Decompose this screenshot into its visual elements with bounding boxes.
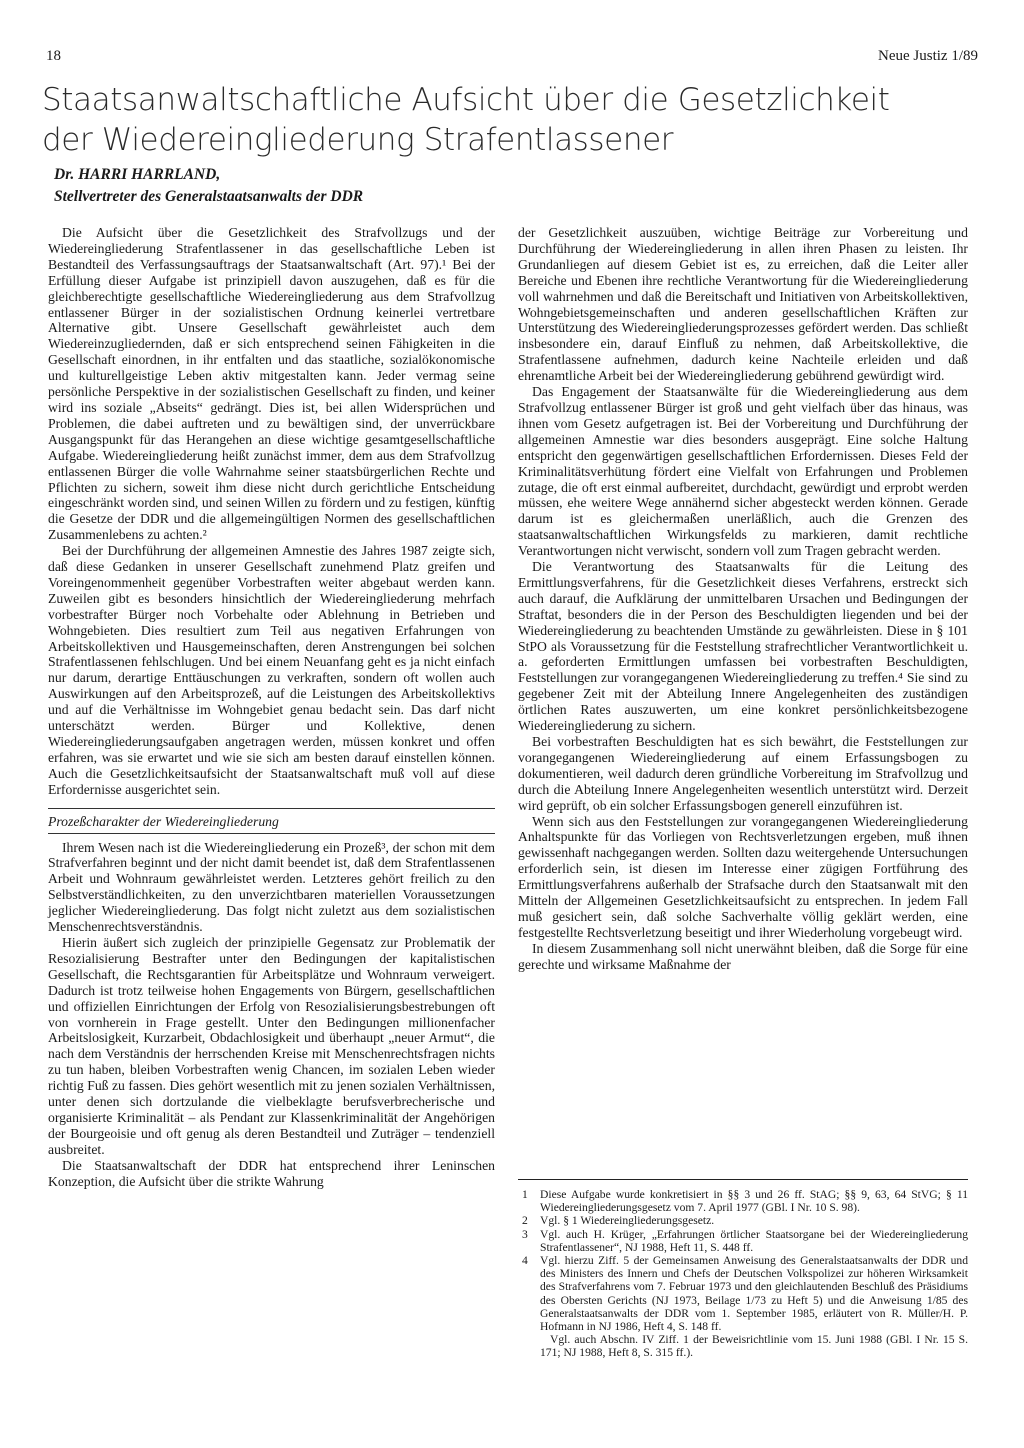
footnote	[518, 1228, 968, 1254]
right-column	[518, 225, 968, 973]
author-name: Dr. HARRI HARRLAND,	[54, 166, 221, 183]
footnotes	[518, 1188, 968, 1360]
article-title-line-2: der Wiedereingliederung Strafentlassener	[42, 122, 674, 158]
author-block	[54, 164, 614, 208]
paragraph: Bei vorbestraften Beschuldigten hat es sich bewährt, die Feststellungen zur vorangegangenen Wiedereingliederung auf einem Erfassungsbogen zu dokumentieren, weil dadurch deren gründliche Vorbereitung im Strafvollzug und durch die Abteilung Innere Angelegenheiten wesentlich unterstützt wird. Derzeit wird geprüft, ob ein solcher Erfassungsbogen generell einzuführen ist.	[518, 734, 968, 813]
paragraph: Bei der Durchführung der allgemeinen Amnestie des Jahres 1987 zeigte sich, daß diese Gedanken in unserer Gesellschaft zunehmend Platz greifen und Voreingenommenheit gegenüber Vorbestraften weiter abgebaut werden kann. Zuweilen gibt es besonders hinsichtlich der Wiedereingliederung mehrfach vorbestrafter Bürger noch Vorbehalte oder Ablehnung in Betrieben und Wohngebieten. Dies resultiert zum Teil aus negativen Erfahrungen von Arbeitskollektiven und Hausgemeinschaften, deren Anstrengungen bei solchen Strafentlassenen fehlschlugen. Und bei einem Neuanfang geht es ja nicht einfach nur darum, derartige Enttäuschungen zu verkraften, sondern oft wollen auch Auswirkungen auf den Arbeitsprozeß, auf die Leistungen des Arbeitskollektivs und auf die Verhältnisse im Wohngebiet genau bedacht sein. Das darf nicht unterschätzt werden. Bürger und Kollektive, denen Wiedereingliederungsaufgaben angetragen werden, müssen konkret und offen erfahren, was sie erwartet und wie sie sich am besten darauf einstellen können. Auch die Gesetzlichkeitsaufsicht der Staatsanwaltschaft muß voll auf diese Erfordernisse ausgerichtet sein.	[48, 543, 495, 797]
footnote-number: 4	[522, 1254, 528, 1268]
author-position: Stellvertreter des Generalstaatsanwalts der DDR	[54, 188, 364, 205]
footnote-text: Vgl. hierzu Ziff. 5 der Gemeinsamen Anweisung des Generalstaatsanwalts der DDR und des Ministers des Innern und Chefs der Deutschen Volkspolizei zur höheren Wirksamkeit des Strafverfahrens vom 7. Februar 1973 und den gleichlautenden Beschluß des Präsidiums des Obersten Gerichts (NJ 1973, Beilage 1/73 zu Heft 5) und die Anweisung 1/85 des Generalstaatsanwalts der DDR vom 1. September 1985, erläutert von R. Müller/H. P. Hofmann in NJ 1986, Heft 4, S. 148 ff.	[540, 1254, 968, 1334]
paragraph: Die Aufsicht über die Gesetzlichkeit des Strafvollzugs und der Wiedereingliederung Strafentlassener in das gesellschaftliche Leben ist Bestandteil des Verfassungsauftrags der Staatsanwaltschaft (Art. 97).¹ Bei der Erfüllung dieser Aufgabe ist prinzipiell davon auszugehen, daß es für die gleichberechtigte gesellschaftliche Wiedereingliederung aus dem Strafvollzug entlassener Bürger in der sozialistischen Ordnung keinerlei vertretbare Alternative gibt. Unsere Gesellschaft gewährleistet auch dem Wiedereinzugliedernden, daß er sich entsprechend seinen Fähigkeiten in die Gesellschaft einordnen, in ihr entfalten und das staatliche, sozialökonomische und kulturellgeistige Leben aktiv mitgestalten kann. Jeder vermag seine persönliche Perspektive in der sozialistischen Gesellschaft zu finden, und keiner wird ins soziale „Abseits“ gedrängt. Dies ist, bei allen Widersprüchen und Problemen, die dabei auftreten und zu bewältigen sind, der unverrückbare Ausgangspunkt für das Herangehen an diese wichtige gesamtgesellschaftliche Aufgabe. Wiedereingliederung heißt zunächst immer, dem aus dem Strafvollzug entlassenen Bürger die volle Wahrnahme seiner staatsbürgerlichen Rechte und Pflichten zu sichern, soweit ihm diese nicht durch gerichtliche Entscheidung eingeschränkt worden sind, und seinen Willen zu fördern und zu festigen, künftig die Gesetze der DDR und die allgemeingültigen Normen des gesellschaftlichen Zusammenlebens zu achten.²	[48, 225, 495, 543]
footnote-number: 1	[522, 1188, 528, 1201]
paragraph: Ihrem Wesen nach ist die Wiedereingliederung ein Prozeß³, der schon mit dem Strafverfahren beginnt und der nicht damit beendet ist, daß dem Strafentlassenen Arbeit und Wohnraum gewährleistet werden. Letzteres gehört freilich zu den Selbstverständlichkeiten, zu den unverzichtbaren materiellen Voraussetzungen jeglicher Wiedereingliederung. Das folgt nicht zuletzt aus dem sozialistischen Menschenrechtsverständnis.	[48, 839, 495, 935]
footnote-divider	[518, 1179, 968, 1180]
section-heading: Prozeßcharakter der Wiedereingliederung	[48, 808, 495, 834]
paragraph: Hierin äußert sich zugleich der prinzipielle Gegensatz zur Problematik der Resozialisierung Bestrafter unter den Bedingungen der kapitalistischen Gesellschaft, die Rechtsgarantien für Arbeitsplätze und Wohnraum verweigert. Dadurch ist trotz teilweise hohen Engagements von Bürgern, gesellschaftlichen und offiziellen Einrichtungen der Erfolg von Resozialisierungsbestrebungen oft von vornherein in Frage gestellt. Unter den Bedingungen millionenfacher Arbeitslosigkeit, Kurzarbeit, Obdachlosigkeit und überhaupt „neuer Armut“, die nach dem Verständnis der herrschenden Kreise mit Menschenrechtsfragen nichts zu tun haben, bleiben Vorbestraften wenig Chancen, im sozialen Leben wieder richtig Fuß zu fassen. Dies gehört wesentlich mit zu jenen sozialen Verhältnissen, unter denen sich dortzulande die vielbeklagte berufsverbrecherische und organisierte Kriminalität – als Pendant zur Klassenkriminalität der Angehörigen der Bourgeoisie und oft genug als deren Bestandteil und Zuträger – tendenziell ausbreitet.	[48, 934, 495, 1157]
footnote-continuation: Vgl. auch Abschn. IV Ziff. 1 der Beweisrichtlinie vom 15. Juni 1988 (GBl. I Nr. 15 S. 171; NJ 1988, Heft 8, S. 315 ff.).	[540, 1333, 968, 1360]
article-title	[42, 80, 942, 160]
page-number: 18	[46, 48, 61, 64]
paragraph: der Gesetzlichkeit auszuüben, wichtige Beiträge zur Vorbereitung und Durchführung der Wiedereingliederung in allen ihren Phasen zu leisten. Ihr Grundanliegen auf diesem Gebiet ist es, zu erreichen, daß die Leiter aller Bereiche und Ebenen ihre rechtliche Verantwortung für die Wiedereingliederung voll wahrnehmen und daß die Bereitschaft und Initiativen von Arbeitskollektiven, Wohngebietsgemeinschaften und anderen gesellschaftlichen Kräften zur Unterstützung des Wiedereingliederungsprozesses gefördert werden. Das schließt insbesondere ein, darauf Einfluß zu nehmen, daß Arbeitskollektive, die Strafentlassene aufnehmen, dadurch keine Nachteile erleiden und daß ehrenamtliche Arbeit bei der Wiedereingliederung gebührend gewürdigt wird.	[518, 225, 968, 384]
footnote-text: Vgl. § 1 Wiedereingliederungsgesetz.	[540, 1214, 715, 1228]
left-column	[48, 225, 495, 1189]
footnote-number: 2	[522, 1214, 528, 1228]
footnote-text: Diese Aufgabe wurde konkretisiert in §§ 3 und 26 ff. StAG; §§ 9, 63, 64 StVG; § 11 Wiedereingliederungsgesetz vom 7. April 1977 (GBl. I Nr. 10 S. 98).	[540, 1188, 968, 1215]
footnote	[518, 1214, 968, 1227]
page-header	[46, 48, 978, 70]
footnote	[518, 1254, 968, 1333]
footnote-text: Vgl. auch H. Krüger, „Erfahrungen örtlicher Staatsorgane bei der Wiedereingliederung Strafentlassener“, NJ 1988, Heft 11, S. 448 ff.	[540, 1227, 968, 1254]
journal-issue: Neue Justiz 1/89	[878, 48, 978, 64]
article-title-line-1: Staatsanwaltschaftliche Aufsicht über die Gesetzlichkeit	[42, 82, 890, 118]
paragraph: Das Engagement der Staatsanwälte für die Wiedereingliederung aus dem Strafvollzug entlassener Bürger ist groß und geht vielfach über das hinaus, was ihnen vom Gesetz aufgetragen ist. Bei der Vorbereitung und Durchführung der allgemeinen Amnestie war dies besonders ausgeprägt. Eine solche Haltung entspricht den gegenwärtigen gesellschaftlichen Erfordernissen. Dieses Feld der Kriminalitätsverhütung fördert eine Vielfalt von Erfahrungen und Problemen zutage, die oft erst einmal aufbereitet, durchdacht, gewürdigt und erprobt werden müssen, ehe weitere Wege annähernd sicher abgesteckt werden können. Gerade darum ist es gleichermaßen unerläßlich, auch die Grenzen des staatsanwaltschaftlichen Wirkungsfelds zu markieren, damit rechtliche Verantwortungen nicht verwischt, sondern voll zum Tragen gebracht werden.	[518, 384, 968, 559]
footnote-number: 3	[522, 1227, 528, 1241]
paragraph: In diesem Zusammenhang soll nicht unerwähnt bleiben, daß die Sorge für eine gerechte und wirksame Maßnahme der	[518, 940, 968, 972]
paragraph: Die Verantwortung des Staatsanwalts für die Leitung des Ermittlungsverfahrens, für die Gesetzlichkeit dieses Verfahrens, erstreckt sich auch darauf, die Aufklärung der unmittelbaren Ursachen und Bedingungen der Straftat, besonders die in der Person des Beschuldigten liegenden und bei der Wiedereingliederung zu beachtenden Umstände zu gewährleisten. Diese in § 101 StPO als Voraussetzung für die Feststellung strafrechtlicher Verantwortlichkeit u. a. geforderten Ermittlungen umfassen bei vorbestraften Beschuldigten, Feststellungen zur vorangegangenen Wiedereingliederung zu treffen.⁴ Sie sind zu gegebener Zeit mit der Abteilung Innere Angelegenheiten des zuständigen örtlichen Rates auszuwerten, um eine konkret persönlichkeitsbezogene Wiedereingliederung zu sichern.	[518, 559, 968, 734]
paragraph: Die Staatsanwaltschaft der DDR hat entsprechend ihrer Leninschen Konzeption, die Aufsicht über die strikte Wahrung	[48, 1157, 495, 1189]
footnote	[518, 1188, 968, 1214]
paragraph: Wenn sich aus den Feststellungen zur vorangegangenen Wiedereingliederung Anhaltspunkte für das Vorliegen von Rechtsverletzungen ergeben, muß ihnen gewissenhaft nachgegangen werden. Sollten dazu weitergehende Untersuchungen erforderlich sein, ist diesen im Interesse einer zügigen Fortführung des Ermittlungsverfahrens außerhalb der Strafsache durch den Staatsanwalt mit den Mitteln der Allgemeinen Gesetzlichkeitsaufsicht zu entsprechen. In jedem Fall muß gesichert sein, daß solche Sachverhalte völlig geklärt werden, eine festgestellte Rechtsverletzung beseitigt und ihrer Wiederholung vorgebeugt wird.	[518, 813, 968, 940]
